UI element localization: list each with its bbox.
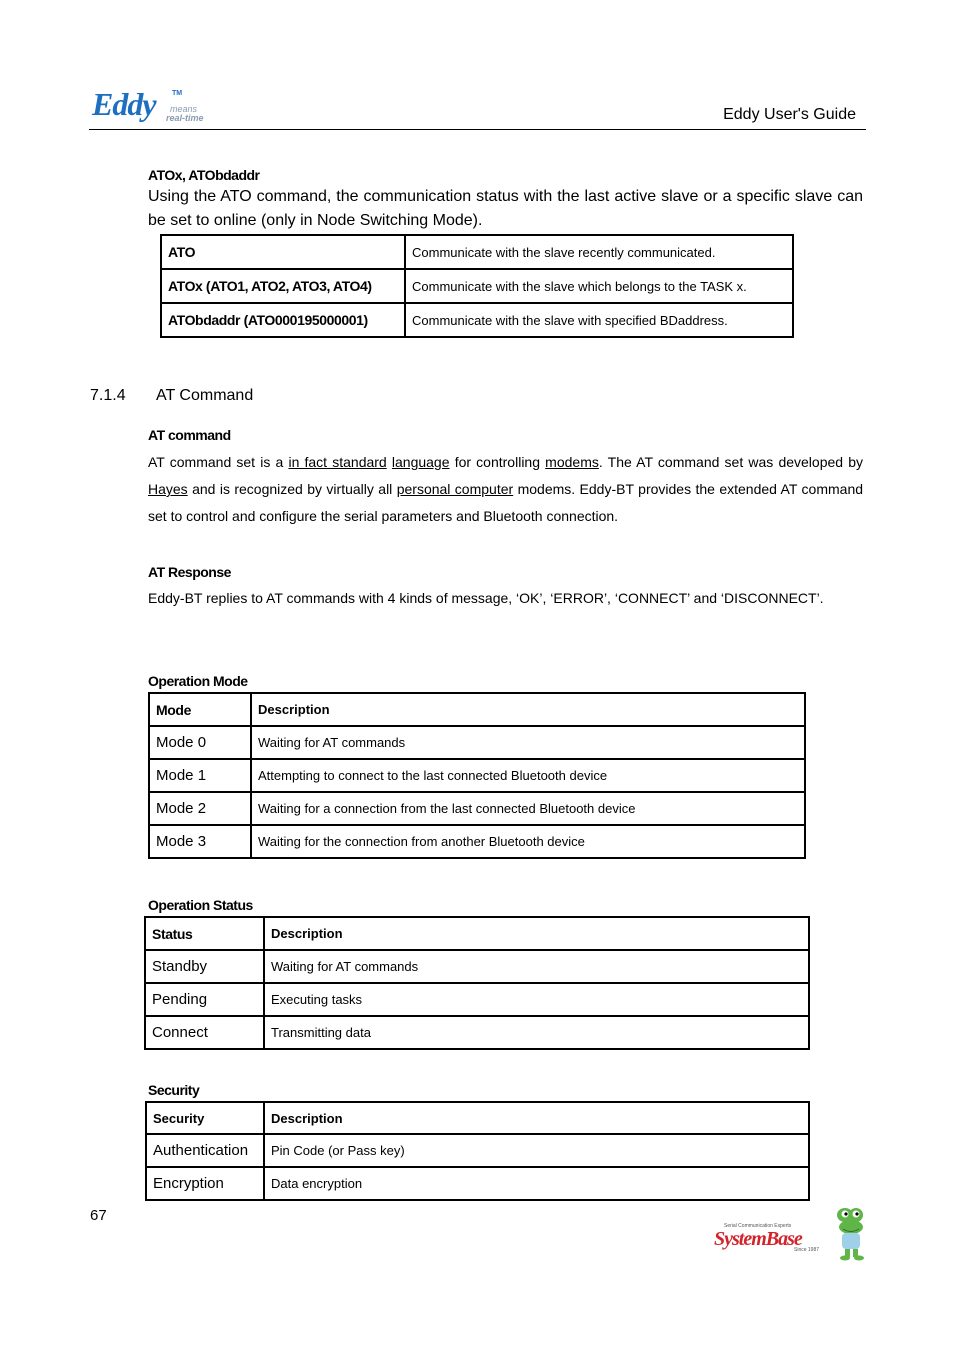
link-hayes[interactable]: Hayes [148,481,188,497]
at-text-1: AT command set is a [148,454,284,470]
logo-tagline-2: real-time [166,113,204,123]
ato-cmd-cell: ATOx (ATO1, ATO2, ATO3, ATO4) [161,269,405,303]
security-cell: Authentication [146,1134,264,1167]
security-desc-cell: Data encryption [264,1167,809,1200]
ato-cmd-cell: ATObdaddr (ATO000195000001) [161,303,405,337]
security-desc-cell: Pin Code (or Pass key) [264,1134,809,1167]
column-header: Mode [149,693,251,726]
operation-status-heading: Operation Status [148,897,253,913]
table-row [149,825,805,858]
section-title: AT Command [156,387,254,404]
logo-wordmark: Eddy [92,86,156,122]
column-header: Status [145,917,264,950]
logo-tagline-1: means [170,104,198,114]
column-header: Description [251,693,805,726]
ato-table [160,234,794,338]
at-command-heading: AT command [148,427,231,443]
table-row [146,1167,809,1200]
at-response-heading: AT Response [148,564,231,580]
ato-heading: ATOx, ATObdaddr [148,167,260,183]
security-table [145,1101,810,1201]
table-row [149,726,805,759]
table-row [145,983,809,1016]
status-desc-cell: Waiting for AT commands [264,950,809,983]
ato-paragraph: Using the ATO command, the communication status with the last active slave or a specific slave can be set to online (only in Node Switching Mode). [148,188,863,229]
link-language[interactable]: language [391,454,450,470]
table-row [146,1134,809,1167]
link-modems[interactable]: modems [545,454,599,470]
ato-desc-cell: Communicate with the slave recently communicated. [405,235,793,269]
table-header-row [149,693,805,726]
ato-desc-cell: Communicate with the slave with specified BDaddress. [405,303,793,337]
table-header-row [145,917,809,950]
table-header-row [146,1102,809,1134]
table-row [149,792,805,825]
table-row [145,1016,809,1049]
document-title: Eddy User's Guide [723,106,856,123]
mode-cell: Mode 1 [149,759,251,792]
mode-desc-cell: Waiting for a connection from the last connected Bluetooth device [251,792,805,825]
column-header: Description [264,917,809,950]
table-row [145,950,809,983]
status-desc-cell: Transmitting data [264,1016,809,1049]
operation-status-table [144,916,810,1050]
at-text-3: . The AT command set was developed by [598,454,864,470]
at-response-paragraph: Eddy-BT replies to AT commands with 4 kinds of message, ‘OK’, ‘ERROR’, ‘CONNECT’ and ‘DISCONNECT’. [148,590,824,606]
security-cell: Encryption [146,1167,264,1200]
status-cell: Standby [145,950,264,983]
page-number: 67 [90,1207,107,1224]
ato-cmd-cell: ATO [161,235,405,269]
table-row [161,235,793,269]
table-row [161,269,793,303]
status-desc-cell: Executing tasks [264,983,809,1016]
status-cell: Pending [145,983,264,1016]
table-row [149,759,805,792]
security-heading: Security [148,1082,200,1098]
at-text-5: modems. Eddy-BT provides the extended AT command set to control and configure the serial parameters and Bluetooth connection. [148,481,864,524]
mode-cell: Mode 0 [149,726,251,759]
brand-name: SystemBase [714,1228,802,1250]
logo-trademark: TM [172,90,183,97]
mode-cell: Mode 3 [149,825,251,858]
link-in-fact-standard[interactable]: in fact standard [288,454,387,470]
section-number: 7.1.4 [90,387,126,404]
at-command-paragraph [148,449,863,530]
at-text-2: for controlling [454,454,540,470]
operation-mode-heading: Operation Mode [148,673,248,689]
brand-since: Since 1987 [794,1247,820,1253]
ato-desc-cell: Communicate with the slave which belongs to the TASK x. [405,269,793,303]
status-cell: Connect [145,1016,264,1049]
column-header: Security [146,1102,264,1134]
mode-desc-cell: Waiting for the connection from another Bluetooth device [251,825,805,858]
header-divider [89,129,866,130]
link-personal-computer[interactable]: personal computer [396,481,514,497]
operation-mode-table [148,692,806,859]
table-row [161,303,793,337]
at-text-4: and is recognized by virtually all [192,481,393,497]
mode-desc-cell: Waiting for AT commands [251,726,805,759]
brand-tagline: Serial Communication Experts [724,1223,792,1229]
mode-desc-cell: Attempting to connect to the last connected Bluetooth device [251,759,805,792]
systembase-logo [712,1203,867,1263]
mode-cell: Mode 2 [149,792,251,825]
eddy-logo [92,86,212,126]
column-header: Description [264,1102,809,1134]
